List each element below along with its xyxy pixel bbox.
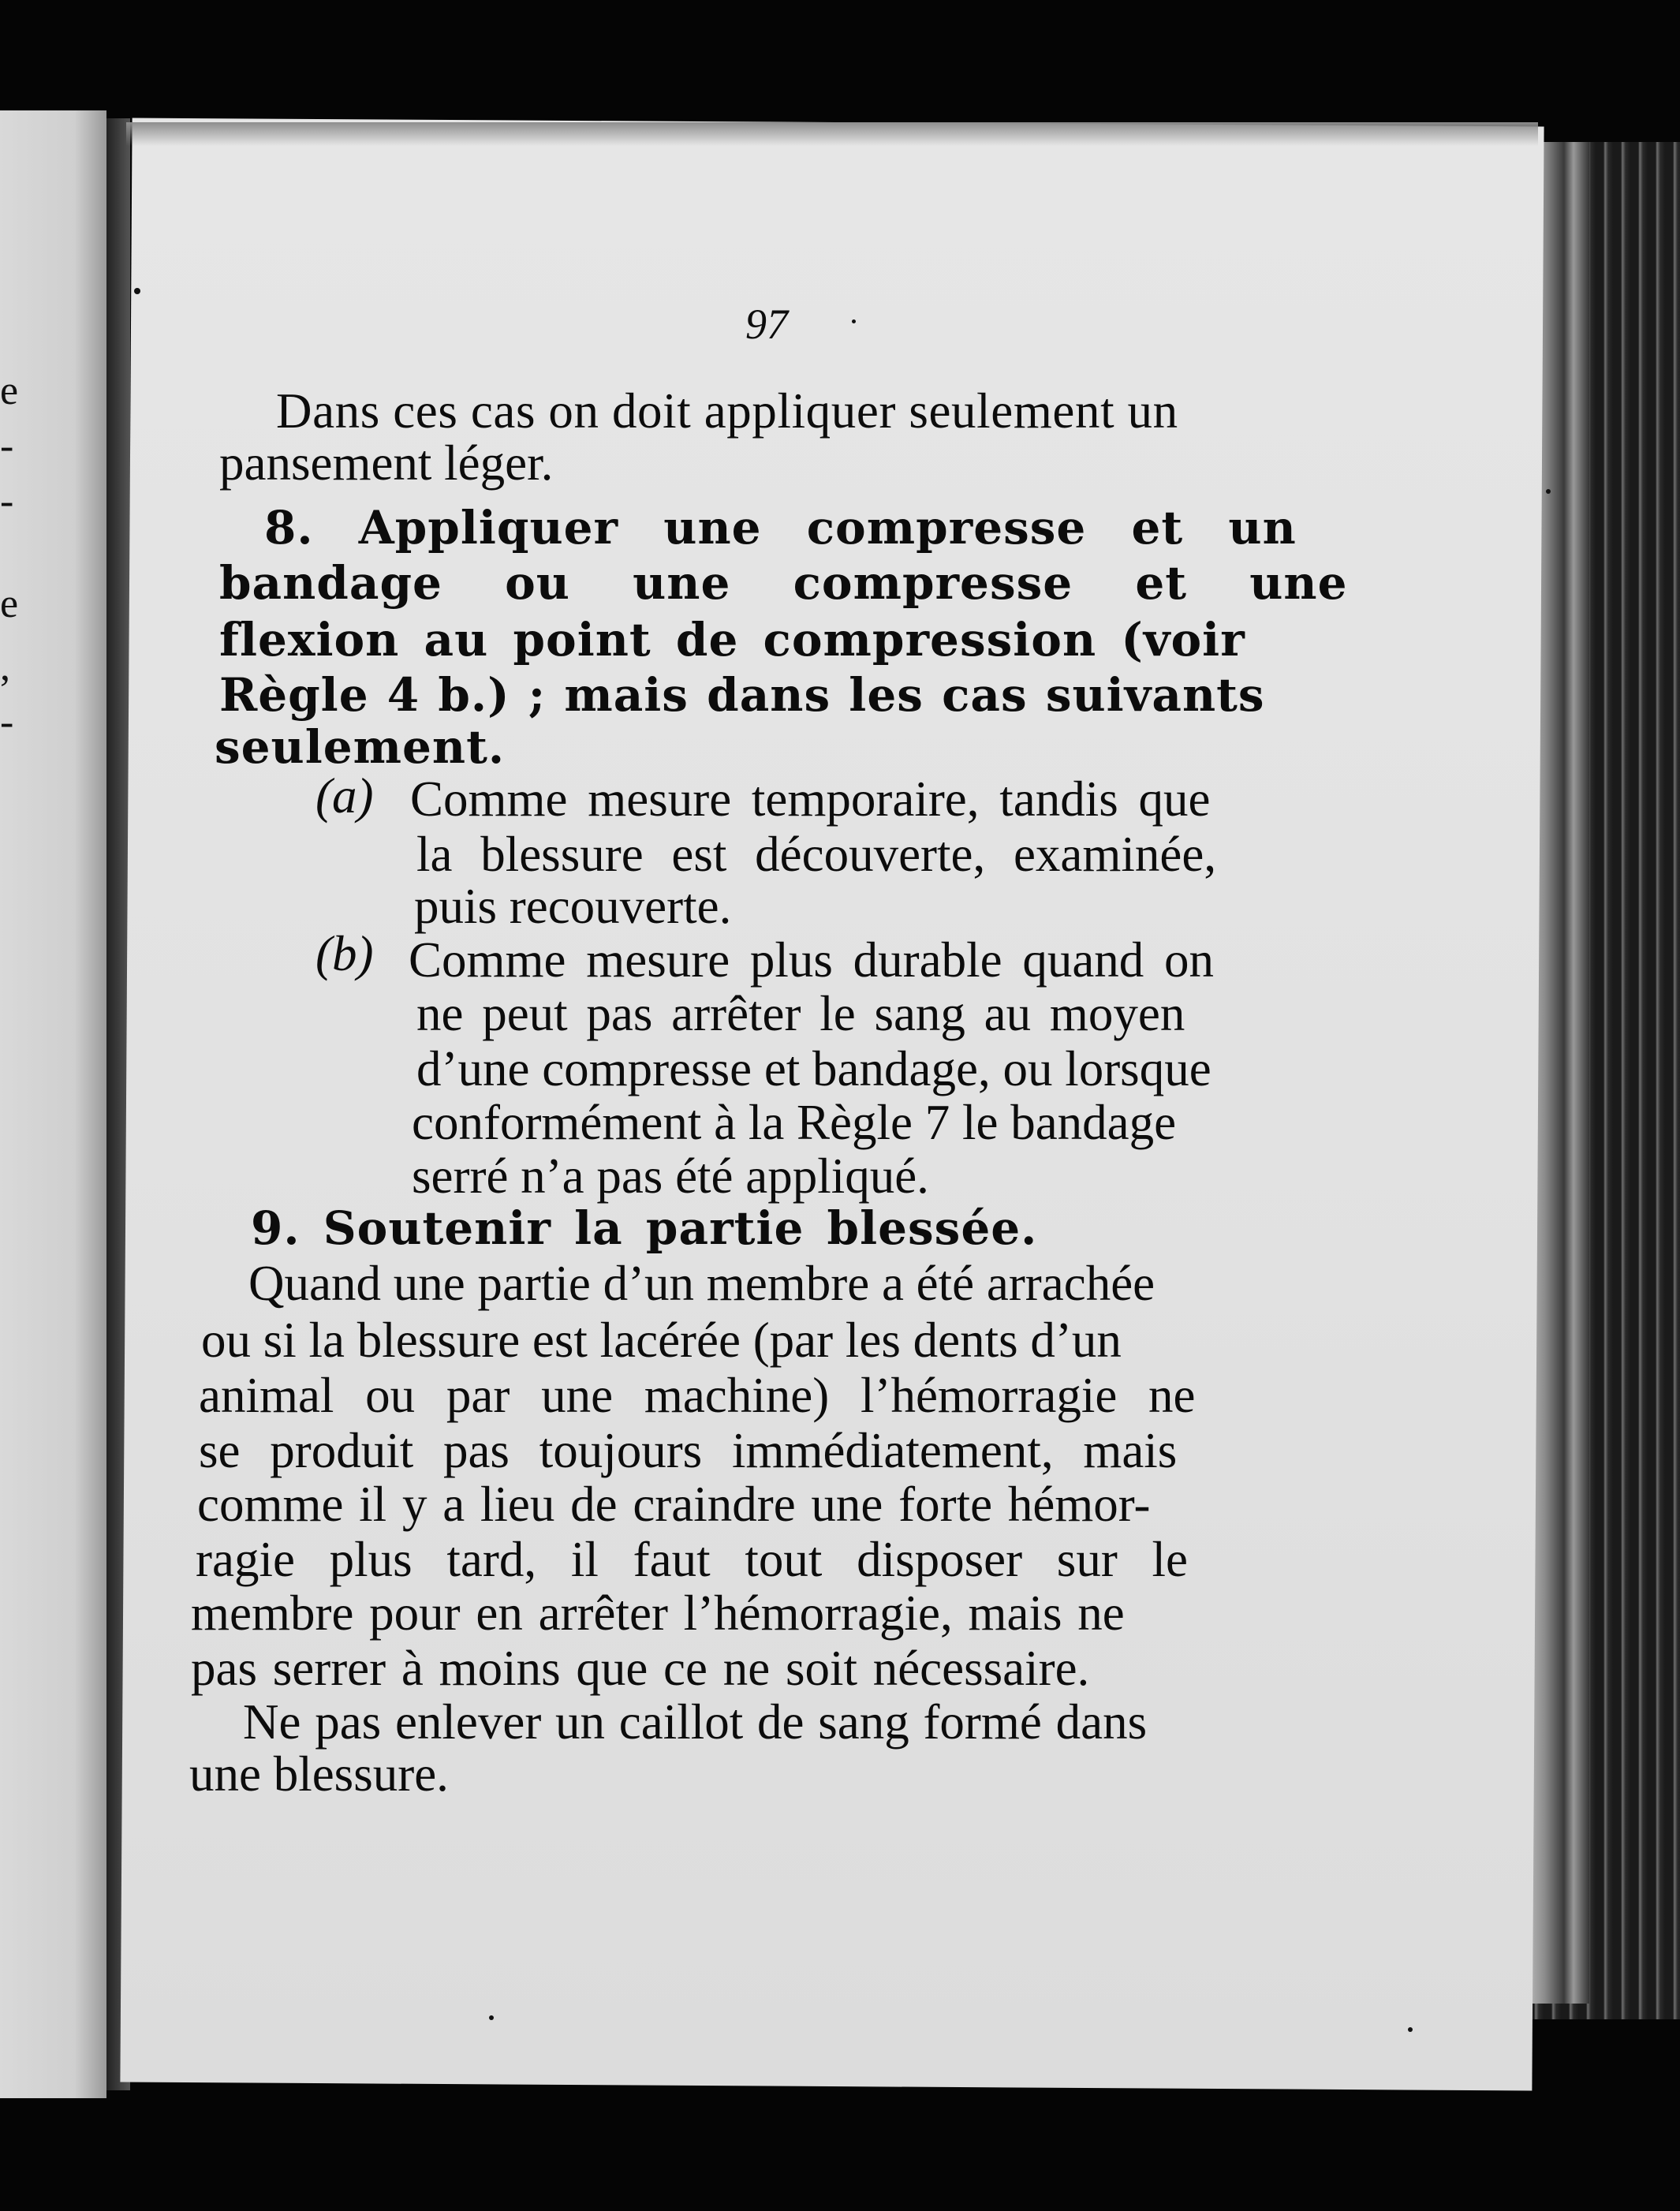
left-page-fragment: e [0,368,19,413]
item-b-line: ne peut pas arrêter le sang au moyen [416,986,1185,1041]
ink-speck [489,2015,494,2020]
item-b-line: Comme mesure plus durable quand on [409,932,1215,988]
rule-8-heading-line: flexion au point de compression (voir [219,613,1245,667]
ink-speck [852,319,856,323]
left-page-fragment: - [0,700,14,745]
rule-9-line: Quand une partie d’un membre a été arrachée [248,1256,1155,1311]
ink-speck [1546,489,1551,494]
page-top-shadow [126,122,1538,146]
item-a-line: Comme mesure temporaire, tandis que [410,771,1211,827]
item-a-line: la blessure est découverte, examinée, [416,827,1217,882]
left-facing-page-edge [0,110,106,2098]
left-page-fragment: e [0,581,19,626]
left-page-fragment: - [0,479,14,524]
rule-9-final-line: Ne pas enlever un caillot de sang formé dans [243,1694,1148,1750]
left-page-fragment: , [0,644,10,689]
rule-9-line: animal ou par une machine) l’hémorragie ne [199,1368,1196,1423]
rule-9-final-line: une blessure. [189,1746,449,1802]
item-b-line: conformément à la Règle 7 le bandage [412,1095,1177,1150]
item-a-line: puis recouverte. [414,879,732,934]
rule-8-heading-line: 8. Appliquer une compresse et un [264,501,1297,555]
intro-line: Dans ces cas on doit appliquer seulement un [276,383,1178,439]
rule-8-heading-line: seulement. [215,720,506,774]
rule-8-heading-line: Règle 4 b.) ; mais dans les cas suivants [219,668,1265,722]
rule-9-line: ragie plus tard, il faut tout disposer sur le [196,1532,1189,1587]
item-b-marker: (b) [315,926,374,981]
rule-9-line: pas serrer à moins que ce ne soit nécessaire. [191,1641,1090,1696]
page-number: 97 [745,301,788,348]
ink-speck [134,288,140,294]
rule-9-line: se produit pas toujours immédiatement, mais [199,1423,1178,1478]
item-b-line: serré n’a pas été appliqué. [412,1148,929,1204]
rule-8-heading-line: bandage ou une compresse et une [219,556,1348,610]
rule-9-line: ou si la blessure est lacérée (par les dents d’un [201,1313,1122,1368]
rule-9-heading: 9. Soutenir la partie blessée. [251,1201,1038,1255]
item-b-line: d’une compresse et bandage, ou lorsque [416,1041,1211,1096]
ink-speck [1408,2027,1413,2032]
rule-9-line: comme il y a lieu de craindre une forte hémor- [197,1477,1151,1532]
left-page-fragment: - [0,424,14,469]
intro-line: pansement léger. [219,435,554,491]
rule-9-line: membre pour en arrêter l’hémorragie, mais ne [191,1585,1125,1641]
item-a-marker: (a) [315,768,374,824]
